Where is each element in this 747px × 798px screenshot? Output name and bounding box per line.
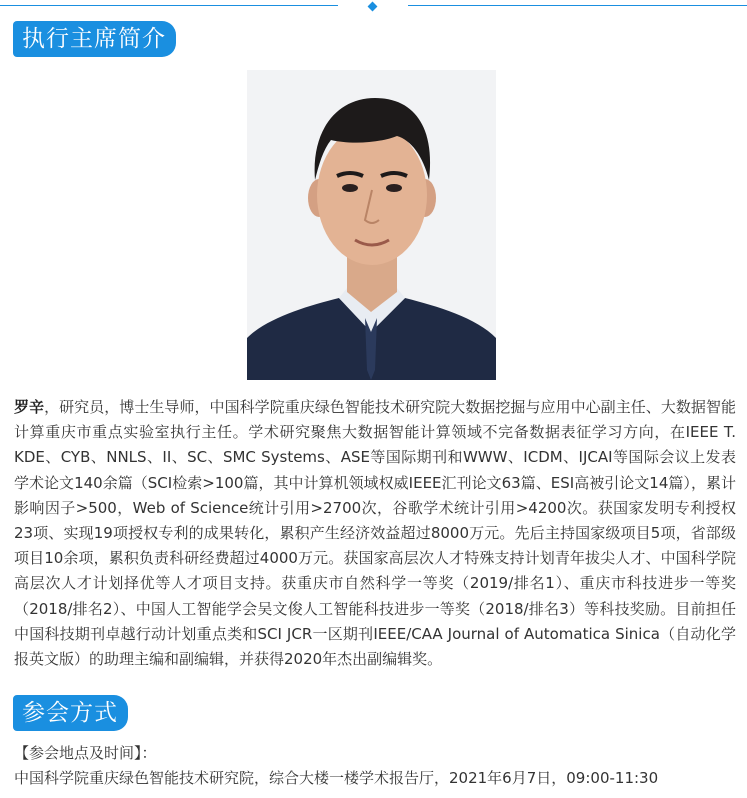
section-title-chair-intro: 执行主席简介 xyxy=(13,21,176,57)
portrait-photo xyxy=(247,70,496,380)
bio-name: 罗辛 xyxy=(14,398,45,416)
venue-time-label: 【参会地点及时间】： xyxy=(14,744,157,762)
divider-diamond-icon xyxy=(368,2,378,12)
venue-time-detail: 中国科学院重庆绿色智能技术研究院，综合大楼一楼学术报告厅，2021年6月7日，09:00-11:30 xyxy=(14,769,659,787)
portrait-illustration xyxy=(247,70,496,380)
divider-line-left xyxy=(0,5,338,6)
section-title-join-method: 参会方式 xyxy=(13,695,128,731)
divider-line-right xyxy=(408,5,747,6)
top-divider xyxy=(0,0,747,16)
bio-paragraph xyxy=(14,395,736,672)
bio-text: ，研究员，博士生导师，中国科学院重庆绿色智能技术研究院大数据挖掘与应用中心副主任、大数据智能计算重庆市重点实验室执行主任。学术研究聚焦大数据智能计算领域不完备数据表征学习方向，在IEEE T. KDE、CYB、NNLS、II、SC、SMC Systems、ASE等国际期刊和WWW、ICDM、IJCAI等国际会议上发表学术论文140余篇（SCI检索>100篇，其中计算机领域权威IEEE汇刊论文63篇、ESI高被引论文14篇），累计影响因子>500，Web of Science统计引用>2700次，谷歌学术统计引用>4200次。获国家发明专利授权23项、实现19项授权专利的成果转化，累积产生经济效益超过8000万元。先后主持国家级项目5项，省部级项目10余项，累积负责科研经费超过4000万元。获国家高层次人才特殊支持计划青年拔尖人才、中国科学院高层次人才计划择优等人才项目支持。获重庆市自然科学一等奖（2019/排名1）、重庆市科技进步一等奖（2018/排名2）、中国人工智能学会吴文俊人工智能科技进步一等奖（2018/排名3）等科技奖励。目前担任中国科技期刊卓越行动计划重点类和SCI JCR一区期刊IEEE/CAA Journal of Automatica Sinica（自动化学报英文版）的助理主编和副编辑，并获得2020年杰出副编辑奖。 xyxy=(14,398,736,669)
